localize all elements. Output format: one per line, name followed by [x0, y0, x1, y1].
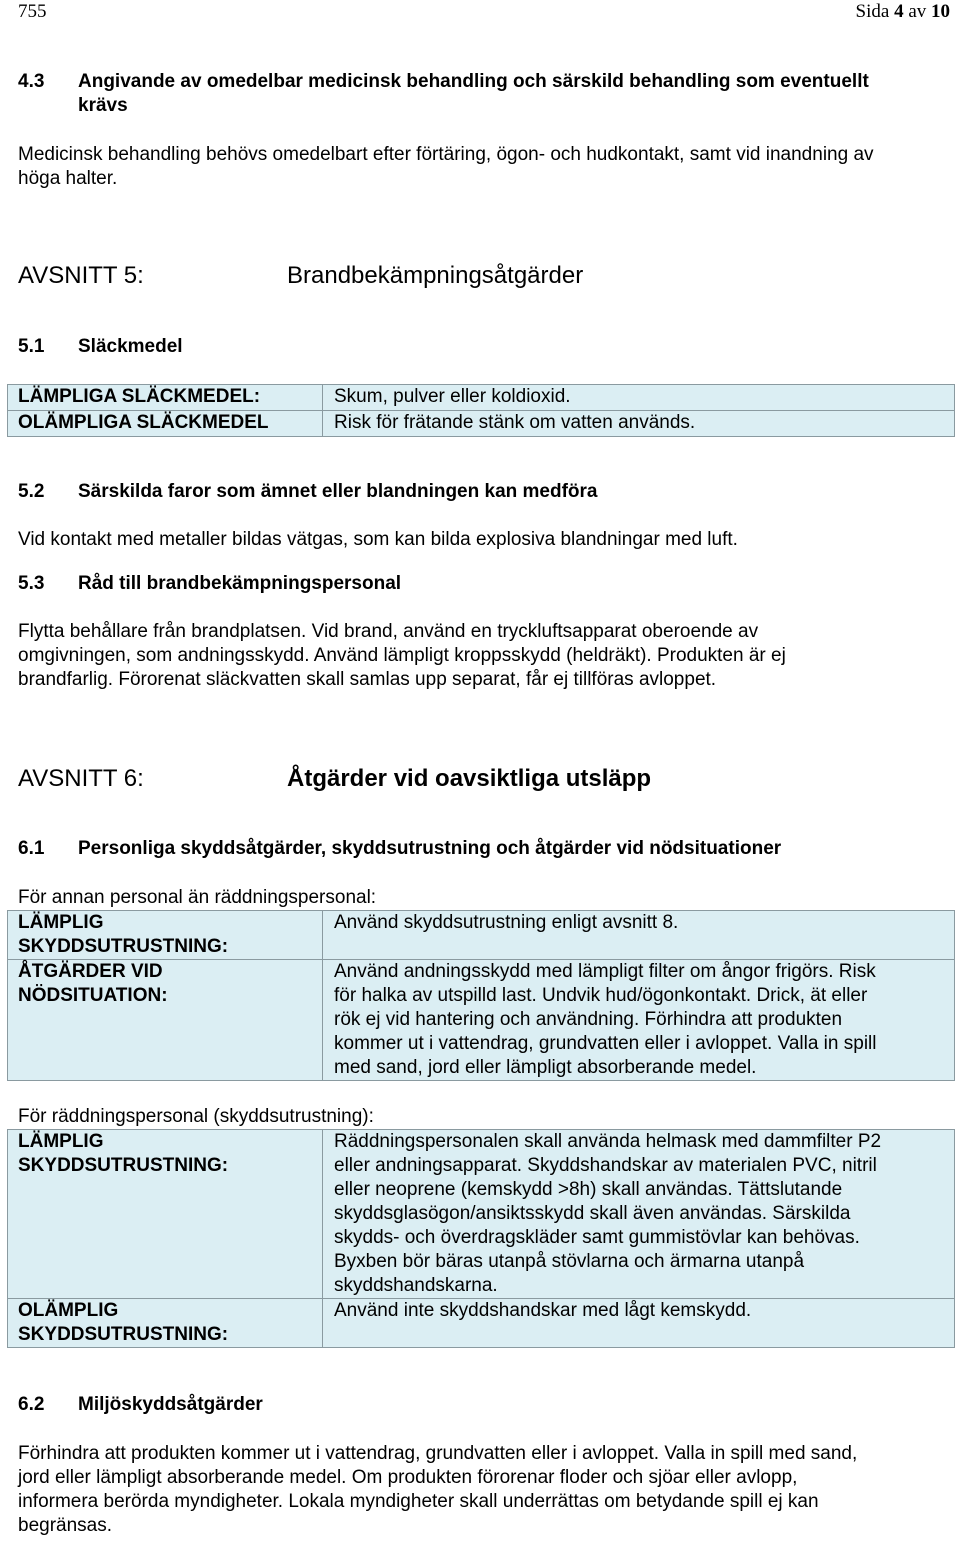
label-line: SKYDDSUTRUSTNING:	[18, 1324, 229, 1345]
section-6-label: AVSNITT 6:	[18, 765, 144, 792]
section-number: 6.2	[18, 1394, 45, 1415]
document-number: 755	[18, 1, 47, 22]
rescue-heading: För räddningspersonal (skyddsutrustning):	[18, 1106, 374, 1127]
table-label	[8, 1299, 323, 1348]
body-line: Medicinsk behandling behövs omedelbart efter förtäring, ögon- och hudkontakt, samt vid inandning av	[18, 144, 874, 165]
value-line: skyddshandskarna.	[334, 1275, 498, 1296]
body-line: Flytta behållare från brandplatsen. Vid brand, använd en tryckluftsapparat oberoende av	[18, 621, 759, 642]
section-5-label: AVSNITT 5:	[18, 262, 144, 289]
table-value	[323, 1130, 955, 1299]
table-row	[8, 960, 955, 1081]
body-line: informera berörda myndigheter. Lokala myndigheter skall underrättas om betydande spill ej kan	[18, 1491, 819, 1512]
table-row	[8, 411, 955, 437]
section-number: 5.1	[18, 336, 45, 357]
page-label-mid: av	[908, 1, 927, 22]
page-indicator	[856, 1, 950, 23]
label-line: ÅTGÄRDER VID	[18, 961, 163, 982]
extinguishing-media-table	[7, 384, 955, 437]
page-current: 4	[894, 1, 904, 22]
table-row	[8, 1130, 955, 1299]
section-5-2-heading	[18, 480, 598, 504]
section-number: 4.3	[18, 71, 45, 92]
section-5-3-heading	[18, 572, 401, 596]
section-5-title: Brandbekämpningsåtgärder	[287, 262, 584, 289]
section-6-title: Åtgärder vid oavsiktliga utsläpp	[287, 765, 652, 792]
table-value: Skum, pulver eller koldioxid.	[323, 385, 955, 411]
body-line: jord eller lämpligt absorberande medel. Om produkten förorenar floder och sjöar eller avlopp,	[18, 1467, 798, 1488]
label-line: SKYDDSUTRUSTNING:	[18, 1155, 229, 1176]
section-title: Särskilda faror som ämnet eller blandningen kan medföra	[78, 481, 598, 502]
value-line: med sand, jord eller lämpligt absorberande medel.	[334, 1057, 757, 1078]
section-title: Släckmedel	[78, 336, 183, 357]
body-line: höga halter.	[18, 168, 118, 189]
value-line: skyddsglasögon/ansiktsskydd skall även användas. Särskilda	[334, 1203, 851, 1224]
section-number: 6.1	[18, 838, 45, 859]
body-line: brandfarlig. Förorenat släckvatten skall samlas upp separat, får ej tillföras avloppet.	[18, 669, 717, 690]
label-line: LÄMPLIG	[18, 1131, 104, 1152]
section-title-line1: Angivande av omedelbar medicinsk behandling och särskild behandling som eventuellt	[78, 71, 869, 92]
table-label	[8, 911, 323, 960]
value-line: skydds- och överdragskläder samt gummistövlar kan behövas.	[334, 1227, 860, 1248]
table-value: Använd skyddsutrustning enligt avsnitt 8.	[323, 911, 955, 960]
section-6-2-heading	[18, 1393, 263, 1417]
table-value: Risk för frätande stänk om vatten används.	[323, 411, 955, 437]
table-label: LÄMPLIGA SLÄCKMEDEL:	[8, 385, 323, 411]
table-label	[8, 960, 323, 1081]
section-5-1-heading	[18, 335, 183, 359]
table-value	[323, 960, 955, 1081]
value-line: eller andningsapparat. Skyddshandskar av materialen PVC, nitril	[334, 1155, 877, 1176]
table-value: Använd inte skyddshandskar med lågt kemskydd.	[323, 1299, 955, 1348]
section-title: Miljöskyddsåtgärder	[78, 1394, 263, 1415]
table-row	[8, 385, 955, 411]
section-title: Personliga skyddsåtgärder, skyddsutrustning och åtgärder vid nödsituationer	[78, 838, 782, 859]
section-title: Råd till brandbekämpningspersonal	[78, 573, 402, 594]
table-label: OLÄMPLIGA SLÄCKMEDEL	[8, 411, 323, 437]
section-5-2-body: Vid kontakt med metaller bildas vätgas, som kan bilda explosiva blandningar med luft.	[18, 529, 738, 550]
value-line: Räddningspersonalen skall använda helmask med dammfilter P2	[334, 1131, 882, 1152]
section-6-2-body	[18, 1442, 953, 1538]
section-title-line2: krävs	[78, 95, 128, 116]
table-label	[8, 1130, 323, 1299]
value-line: eller neoprene (kemskydd >8h) skall användas. Tättslutande	[334, 1179, 843, 1200]
page-total: 10	[931, 1, 950, 22]
table-row	[8, 1299, 955, 1348]
non-rescue-table	[7, 910, 955, 1081]
label-line: NÖDSITUATION:	[18, 985, 168, 1006]
rescue-table	[7, 1129, 955, 1348]
body-line: begränsas.	[18, 1515, 113, 1536]
label-line: OLÄMPLIG	[18, 1300, 119, 1321]
table-row	[8, 911, 955, 960]
section-5-3-body	[18, 620, 953, 692]
section-4-3-body	[18, 143, 953, 191]
page-label-prefix: Sida	[855, 1, 890, 22]
body-line: Förhindra att produkten kommer ut i vattendrag, grundvatten eller i avloppet. Valla in spill med sand,	[18, 1443, 858, 1464]
label-line: LÄMPLIG	[18, 912, 104, 933]
section-number: 5.2	[18, 481, 45, 502]
section-6-1-heading	[18, 837, 781, 861]
value-line: Byxben bör bäras utanpå stövlarna och ärmarna utanpå	[334, 1251, 805, 1272]
value-line: rök ej vid hantering och användning. Förhindra att produkten	[334, 1009, 843, 1030]
value-line: kommer ut i vattendrag, grundvatten eller i avloppet. Valla in spill	[334, 1033, 877, 1054]
non-rescue-heading: För annan personal än räddningspersonal:	[18, 887, 377, 908]
body-line: omgivningen, som andningsskydd. Använd lämpligt kroppsskydd (heldräkt). Produkten är ej	[18, 645, 786, 666]
label-line: SKYDDSUTRUSTNING:	[18, 936, 229, 957]
value-line: för halka av utspilld last. Undvik hud/ögonkontakt. Drick, ät eller	[334, 985, 868, 1006]
value-line: Använd andningsskydd med lämpligt filter om ångor frigörs. Risk	[334, 961, 876, 982]
section-4-3-heading	[18, 70, 948, 118]
section-number: 5.3	[18, 573, 45, 594]
